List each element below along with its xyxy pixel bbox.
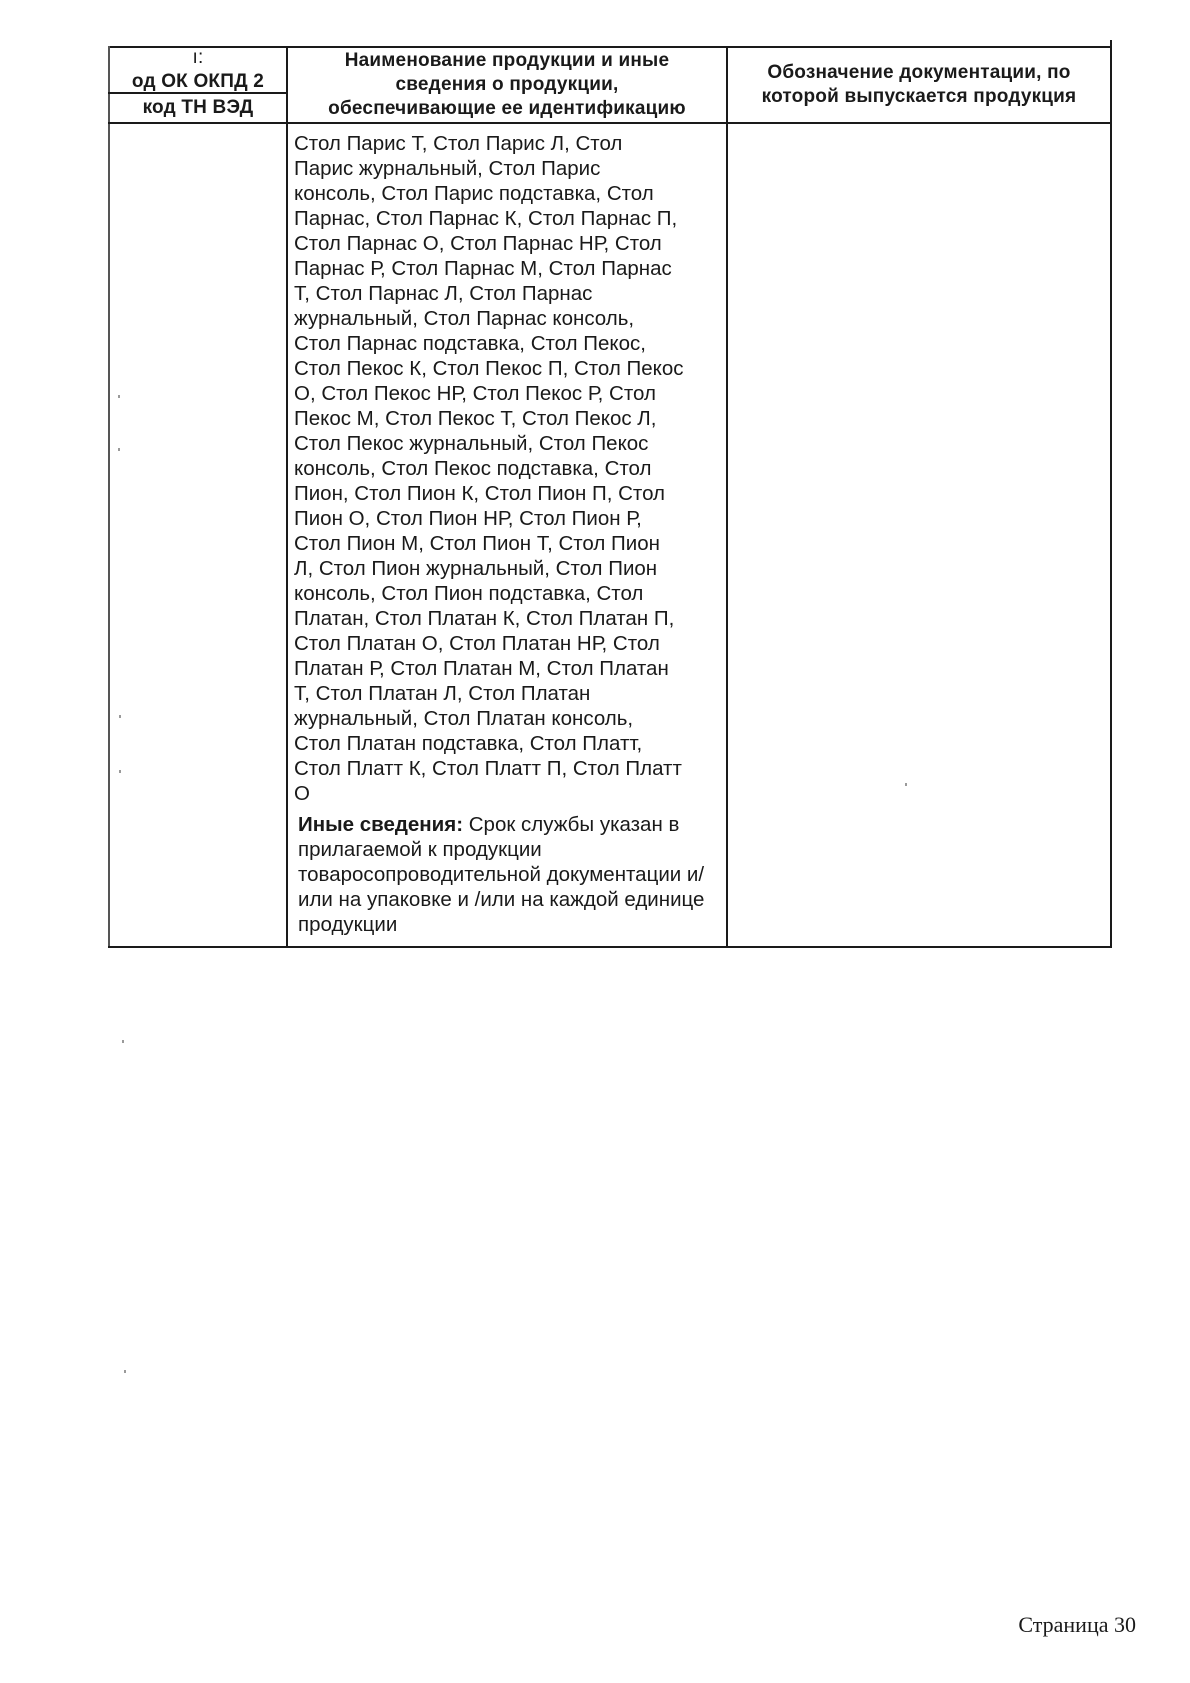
other-info-text: Срок службы указан в прилагаемой к продукции товаросопроводительной документации и/или на упаковке и /или на каждой единице продукции	[298, 813, 705, 936]
scan-speck	[118, 395, 120, 398]
header-tnved-code	[110, 94, 286, 122]
header-documentation	[728, 48, 1110, 122]
header-product-line3: обеспечивающие ее идентификацию	[328, 98, 686, 119]
col2-col3-divider	[726, 46, 728, 948]
product-list-text: Стол Парис Т, Стол Парис Л, Стол Парис журнальный, Стол Парис консоль, Стол Парис подставка, Стол Парнас, Стол Парнас К, Стол Парнас П, Стол Парнас О, Стол Парнас НР, Стол Парнас Р, Стол Парнас М, Стол Парнас Т, Стол Парнас Л, Стол Парнас журнальный, Стол Парнас консоль, Стол Парнас подставка, Стол Пекос, Стол Пекос К, Стол Пекос П, Стол Пекос О, Стол Пекос НР, Стол Пекос Р, Стол Пекос М, Стол Пекос Т, Стол Пекос Л, Стол Пекос журнальный, Стол Пекос консоль, Стол Пекос подставка, Стол Пион, Стол Пион К, Стол Пион П, Стол Пион О, Стол Пион НР, Стол Пион Р, Стол Пион М, Стол Пион Т, Стол Пион Л, Стол Пион журнальный, Стол Пион консоль, Стол Пион подставка, Стол Платан, Стол Платан К, Стол Платан П, Стол Платан О, Стол Платан НР, Стол Платан Р, Стол Платан М, Стол Платан Т, Стол Платан Л, Стол Платан журнальный, Стол Платан консоль, Стол Платан подставка, Стол Платт, Стол Платт К, Стол Платт П, Стол Платт О	[294, 132, 684, 805]
col1-col2-divider	[286, 46, 288, 948]
header-product-line2: сведения о продукции,	[395, 74, 619, 95]
header-okpd-prefix: ı:	[192, 47, 204, 68]
header-documentation-line1: Обозначение документации, по	[767, 62, 1071, 83]
product-table	[108, 40, 1112, 948]
scan-speck	[124, 1370, 126, 1373]
page-number: Страница 30	[1018, 1612, 1136, 1637]
header-okpd-label: од ОК ОКПД 2	[131, 71, 265, 92]
table-right-border	[1110, 40, 1112, 948]
scan-speck	[119, 770, 121, 773]
header-tnved-label: код ТН ВЭД	[142, 97, 254, 118]
scan-speck	[122, 1040, 124, 1043]
scan-speck	[905, 783, 907, 786]
header-documentation-line2: которой выпускается продукция	[761, 86, 1077, 107]
header-bottom-border	[108, 122, 1112, 124]
scan-speck	[119, 715, 121, 718]
header-okpd-code	[110, 48, 286, 92]
other-info	[298, 812, 718, 937]
header-product-line1: Наименование продукции и иные	[344, 50, 670, 71]
header-product-name	[288, 48, 726, 122]
table-bottom-border	[108, 946, 1112, 948]
other-info-label: Иные сведения:	[298, 813, 464, 836]
scan-speck	[118, 448, 120, 451]
table-left-border	[108, 46, 110, 948]
